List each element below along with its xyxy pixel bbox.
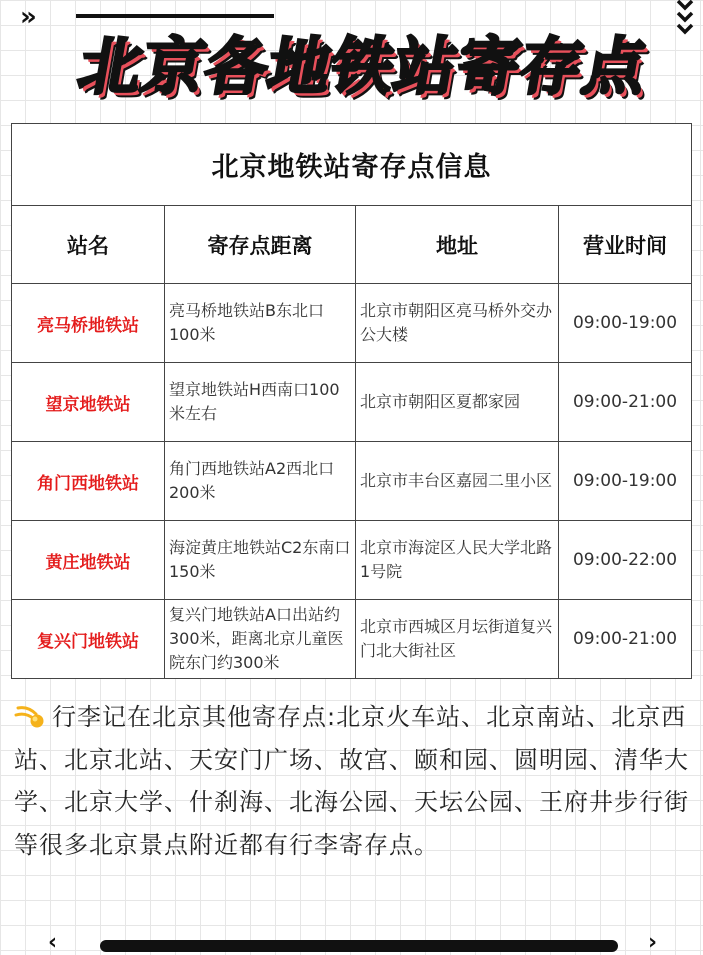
table-row [12,600,692,679]
previous-page-icon[interactable]: ‹ [48,930,58,955]
other-storage-note [14,696,694,866]
table-header-row [12,206,692,284]
station-name: 亮马桥地铁站 [12,284,165,363]
triple-chevron-down-icon [673,0,697,36]
storage-address: 北京市海淀区人民大学北路1号院 [356,521,559,600]
table-title: 北京地铁站寄存点信息 [12,124,692,206]
business-hours: 09:00-21:00 [559,363,692,442]
station-name: 望京地铁站 [12,363,165,442]
double-chevron-right-icon: » [20,2,31,32]
storage-distance: 亮马桥地铁站B东北口100米 [165,284,356,363]
business-hours: 09:00-19:00 [559,284,692,363]
table-row [12,521,692,600]
business-hours: 09:00-22:00 [559,521,692,600]
storage-distance: 海淀黄庄地铁站C2东南口150米 [165,521,356,600]
station-name: 黄庄地铁站 [12,521,165,600]
storage-address: 北京市西城区月坛街道复兴门北大街社区 [356,600,559,679]
next-page-icon[interactable]: › [648,930,658,955]
storage-info-table [11,123,692,679]
column-header-address: 地址 [356,206,559,284]
table-row [12,363,692,442]
storage-distance: 复兴门地铁站A口出站约300米，距离北京儿童医院东门约300米 [165,600,356,679]
storage-address: 北京市朝阳区夏都家园 [356,363,559,442]
table-row [12,284,692,363]
comet-icon [14,702,46,730]
station-name: 复兴门地铁站 [12,600,165,679]
business-hours: 09:00-21:00 [559,600,692,679]
column-header-station: 站名 [12,206,165,284]
station-name: 角门西地铁站 [12,442,165,521]
storage-distance: 角门西地铁站A2西北口200米 [165,442,356,521]
storage-distance: 望京地铁站H西南口100米左右 [165,363,356,442]
storage-address: 北京市丰台区嘉园二里小区 [356,442,559,521]
carousel-nav [0,930,703,955]
note-text: 行李记在北京其他寄存点:北京火车站、北京南站、北京西站、北京北站、天安门广场、故宫、颐和园、圆明园、清华大学、北京大学、什刹海、北海公园、天坛公园、王府井步行街等很多北京景点附近都有行李寄存点。 [14,703,689,859]
column-header-hours: 营业时间 [559,206,692,284]
storage-address: 北京市朝阳区亮马桥外交办公大楼 [356,284,559,363]
scrollbar[interactable] [100,940,618,952]
decorative-line [76,14,274,18]
column-header-distance: 寄存点距离 [165,206,356,284]
page-title: 北京各地铁站寄存点 [73,30,654,103]
business-hours: 09:00-19:00 [559,442,692,521]
table-row [12,442,692,521]
